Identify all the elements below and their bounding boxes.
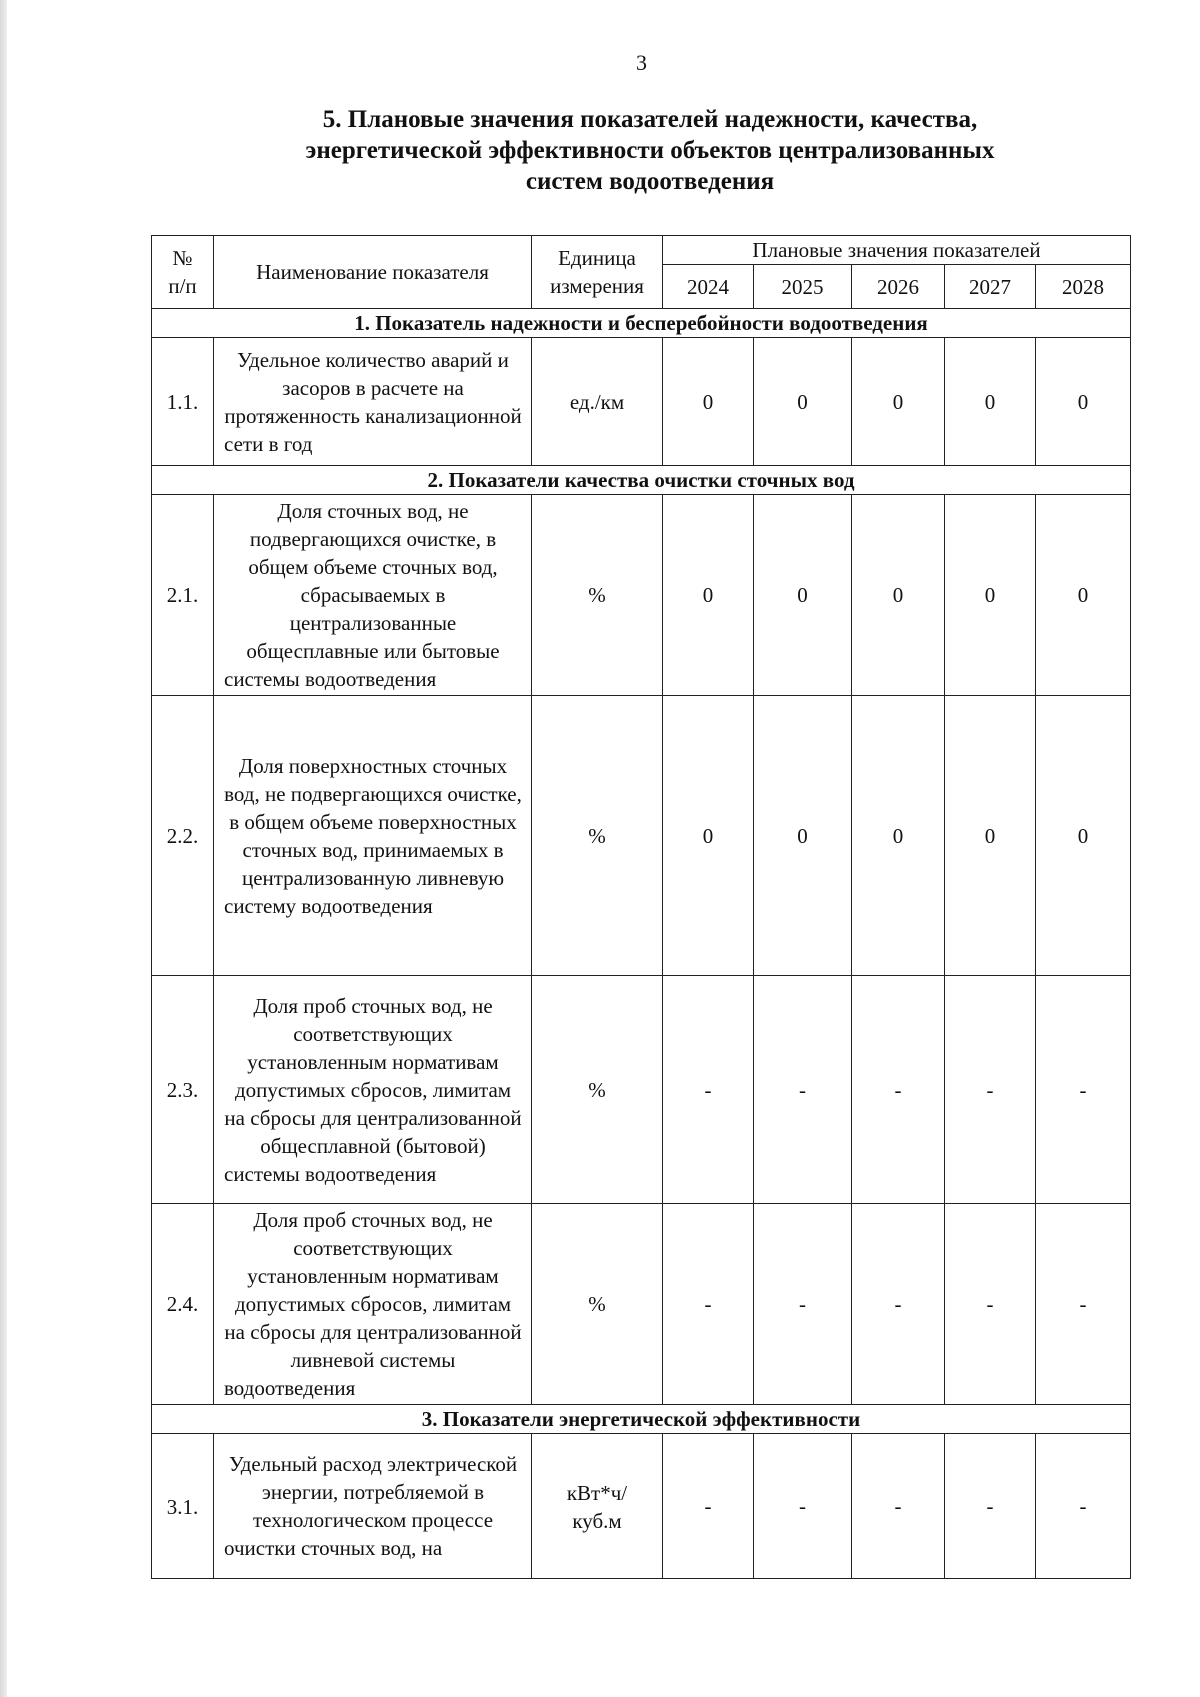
row-name: Удельный расход электрической энергии, потребляемой в технологическом процессе очистки сточных вод, на: [214, 1434, 532, 1579]
row-value: 0: [754, 495, 852, 696]
row-num: 2.3.: [152, 976, 214, 1204]
title-line-1: 5. Плановые значения показателей надежности, качества,: [322, 106, 978, 133]
section-heading: 1. Показатель надежности и бесперебойности водоотведения: [152, 309, 1131, 338]
row-name: Доля проб сточных вод, не соответствующих установленным нормативам допустимых сбросов, лимитам на сбросы для централизованной общесплавной (бытовой) системы водоотведения: [214, 976, 532, 1204]
row-value: 0: [663, 696, 754, 976]
row-value: -: [945, 1434, 1036, 1579]
row-unit: %: [532, 1204, 663, 1405]
header-year: 2028: [1036, 265, 1131, 309]
header-year: 2024: [663, 265, 754, 309]
row-value: -: [852, 1434, 945, 1579]
scan-left-edge: [0, 0, 7, 1697]
row-value: -: [1036, 1204, 1131, 1405]
row-unit: ед./км: [532, 338, 663, 466]
row-num: 2.1.: [152, 495, 214, 696]
title-line-2: энергетической эффективности объектов централизованных: [305, 137, 995, 164]
row-value: 0: [852, 696, 945, 976]
row-value: 0: [945, 495, 1036, 696]
indicators-table: [151, 235, 1131, 1579]
row-unit-line-2: куб.м: [572, 1509, 622, 1533]
row-value: -: [1036, 1434, 1131, 1579]
row-unit: %: [532, 976, 663, 1204]
row-value: 0: [852, 338, 945, 466]
header-num-line-1: №: [172, 246, 193, 270]
row-value: 0: [1036, 696, 1131, 976]
header-plan-values: Плановые значения показателей: [663, 236, 1131, 265]
section-row: [152, 1405, 1131, 1434]
row-value: 0: [945, 338, 1036, 466]
row-num: 1.1.: [152, 338, 214, 466]
row-value: -: [663, 1204, 754, 1405]
table-row: [152, 696, 1131, 976]
row-value: 0: [754, 338, 852, 466]
row-value: -: [852, 1204, 945, 1405]
row-value: -: [1036, 976, 1131, 1204]
header-year: 2025: [754, 265, 852, 309]
row-num: 2.4.: [152, 1204, 214, 1405]
row-name: Удельное количество аварий и засоров в расчете на протяженность канализационной сети в год: [214, 338, 532, 466]
table-row: [152, 1204, 1131, 1405]
row-value: 0: [663, 338, 754, 466]
header-year: 2026: [852, 265, 945, 309]
row-value: 0: [1036, 338, 1131, 466]
header-unit: [532, 236, 663, 309]
header-num-line-2: п/п: [168, 274, 197, 298]
row-unit-line-1: кВт*ч/: [566, 1481, 628, 1505]
row-num: 2.2.: [152, 696, 214, 976]
header-name: Наименование показателя: [214, 236, 532, 309]
row-value: 0: [852, 495, 945, 696]
row-value: -: [754, 1434, 852, 1579]
section-heading: 2. Показатели качества очистки сточных вод: [152, 466, 1131, 495]
row-value: -: [945, 976, 1036, 1204]
row-unit: %: [532, 495, 663, 696]
header-unit-line-1: Единица: [558, 246, 636, 270]
row-value: 0: [1036, 495, 1131, 696]
header-num: [152, 236, 214, 309]
table-row: [152, 1434, 1131, 1579]
header-unit-line-2: измерения: [550, 274, 644, 298]
row-unit: [532, 1434, 663, 1579]
section-row: [152, 466, 1131, 495]
table-header-row: [152, 236, 1131, 265]
table-row: [152, 338, 1131, 466]
row-name: Доля проб сточных вод, не соответствующих установленным нормативам допустимых сбросов, лимитам на сбросы для централизованной ливневой системы водоотведения: [214, 1204, 532, 1405]
row-value: 0: [663, 495, 754, 696]
table-row: [152, 495, 1131, 696]
table-row: [152, 976, 1131, 1204]
row-value: -: [663, 1434, 754, 1579]
page-number: 3: [636, 50, 647, 75]
row-value: -: [754, 976, 852, 1204]
row-value: -: [945, 1204, 1036, 1405]
row-num: 3.1.: [152, 1434, 214, 1579]
row-value: 0: [945, 696, 1036, 976]
row-value: 0: [754, 696, 852, 976]
row-value: -: [663, 976, 754, 1204]
row-value: -: [754, 1204, 852, 1405]
section-row: [152, 309, 1131, 338]
title-line-3: систем водоотведения: [525, 168, 775, 195]
section-heading: 3. Показатели энергетической эффективности: [152, 1405, 1131, 1434]
row-name: Доля сточных вод, не подвергающихся очистке, в общем объеме сточных вод, сбрасываемых в централизованные общесплавные или бытовые системы водоотведения: [214, 495, 532, 696]
section-title: [150, 104, 1150, 197]
row-name: Доля поверхностных сточных вод, не подвергающихся очистке, в общем объеме поверхностных сточных вод, принимаемых в централизованную ливневую систему водоотведения: [214, 696, 532, 976]
header-year: 2027: [945, 265, 1036, 309]
row-unit: %: [532, 696, 663, 976]
row-value: -: [852, 976, 945, 1204]
